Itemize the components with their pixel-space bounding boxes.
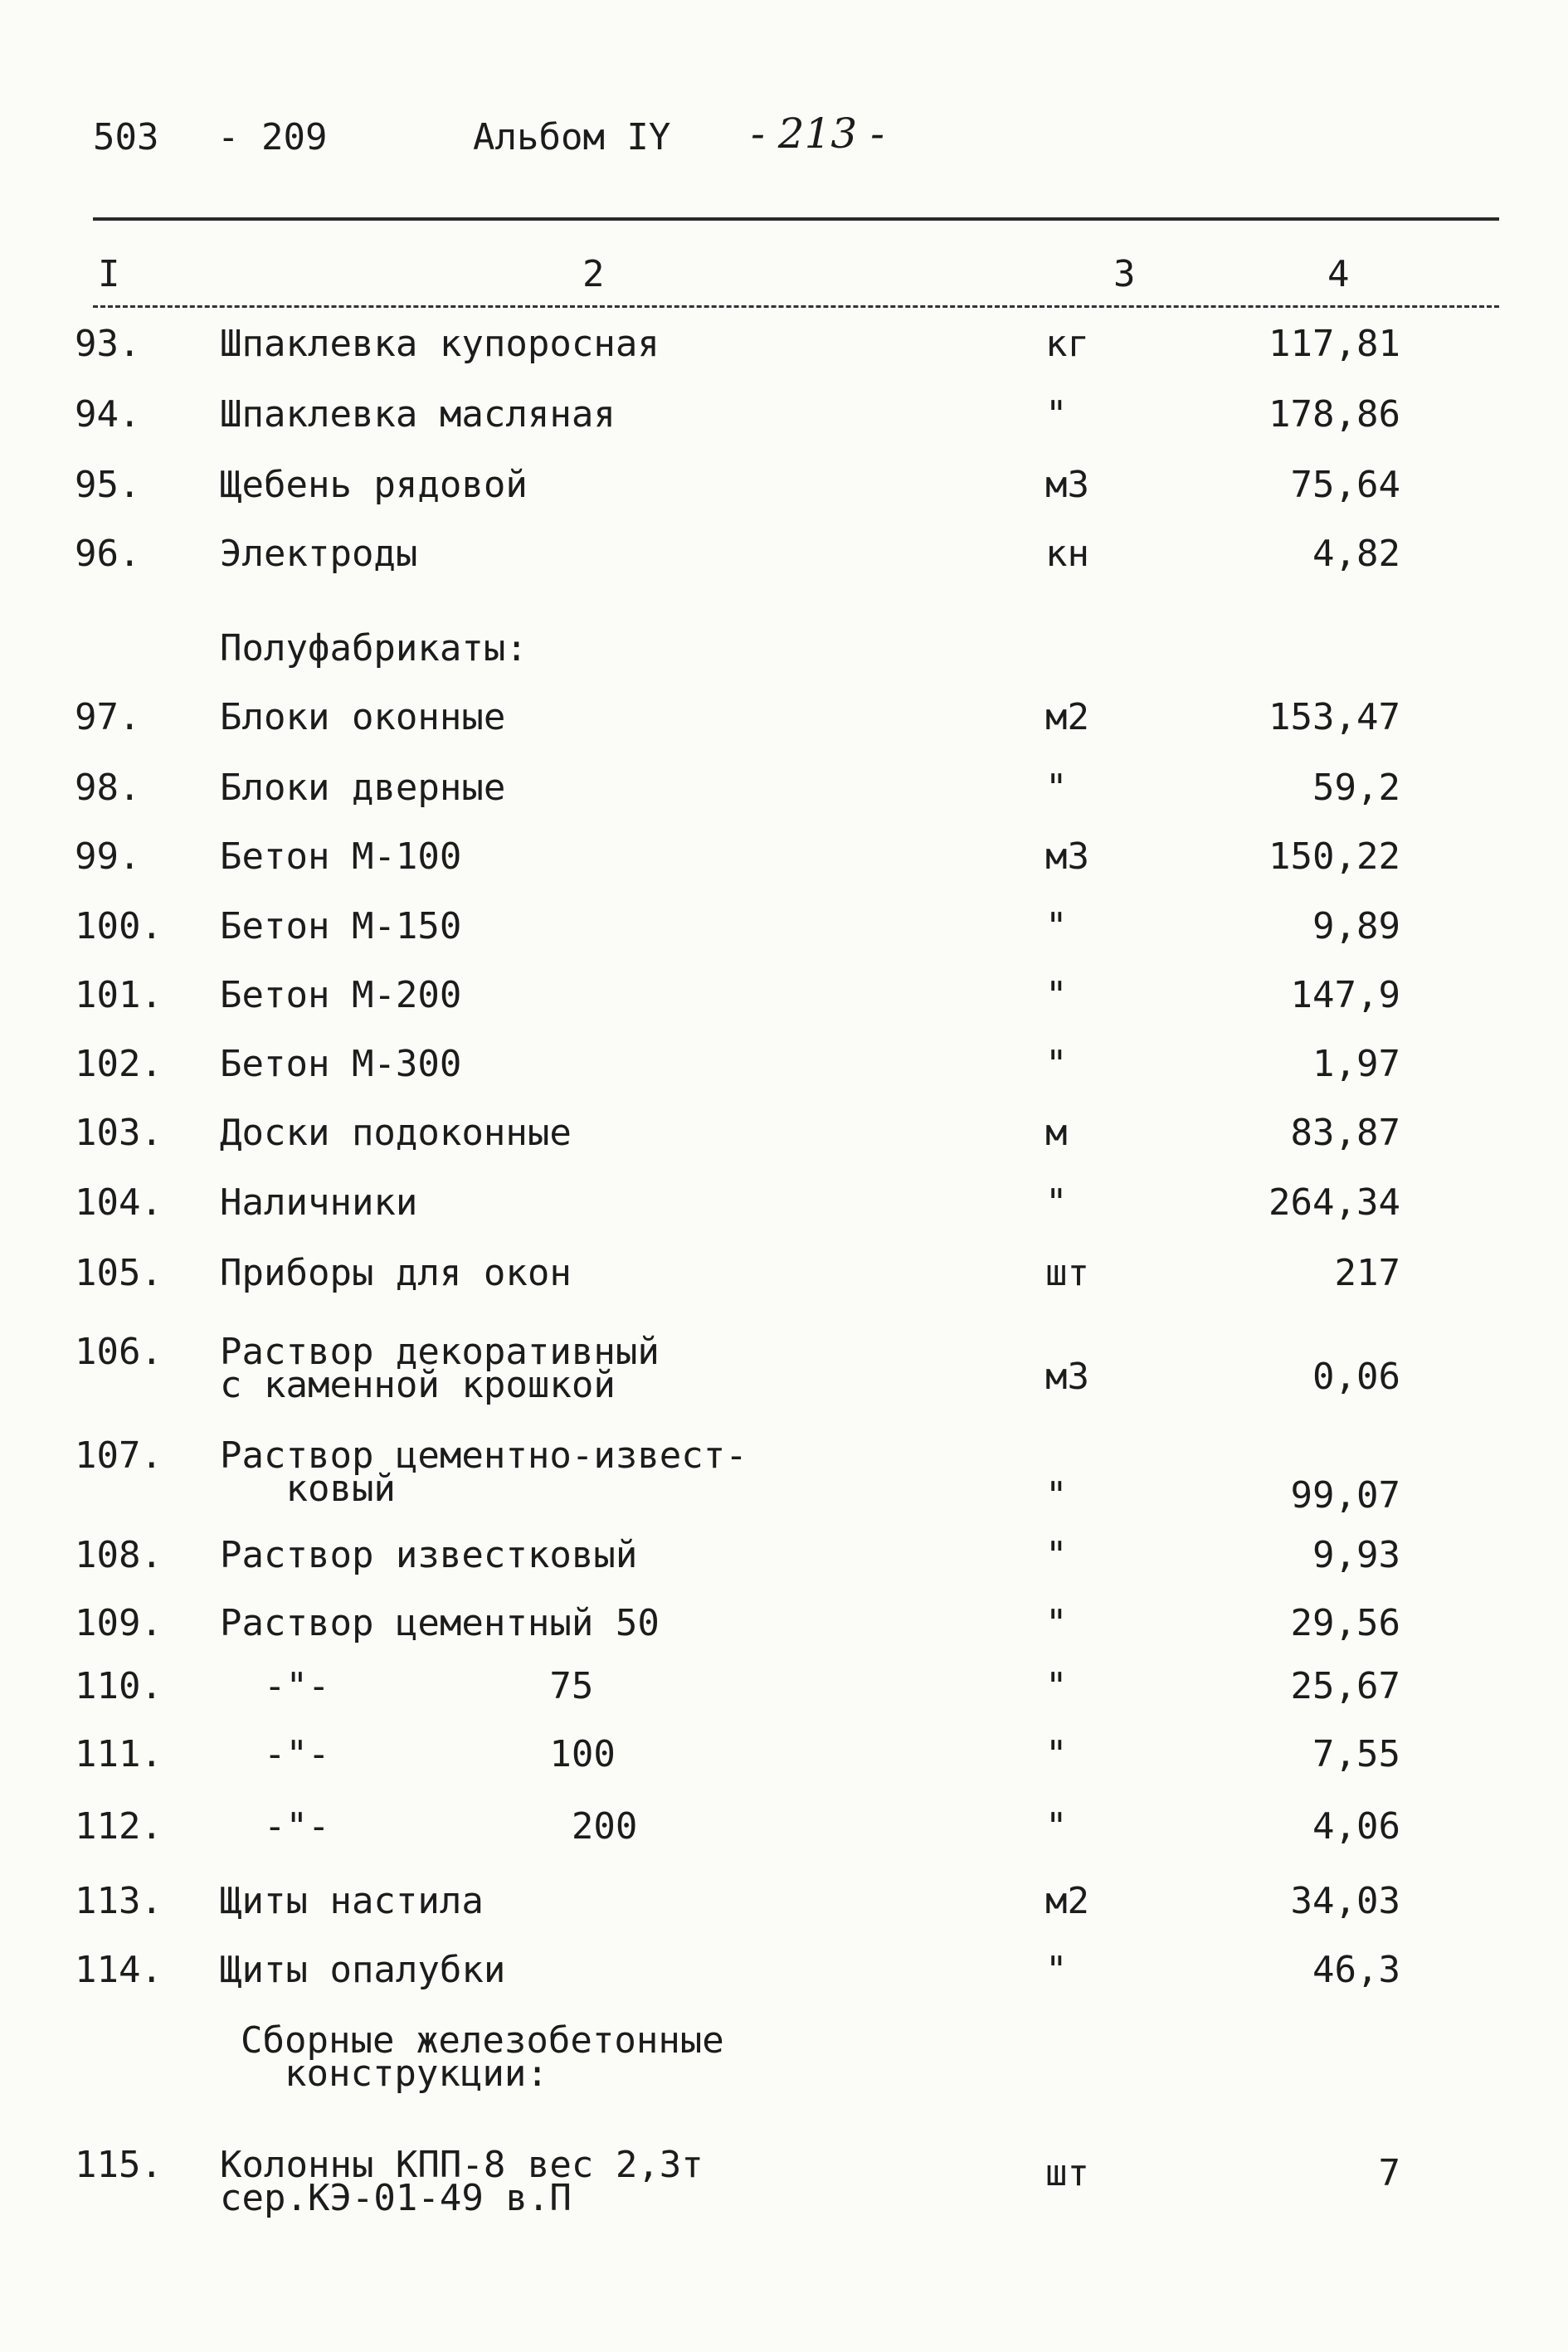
page-code: 503 <box>93 116 159 158</box>
unit: " <box>1045 1534 1068 1576</box>
item-name: Раствор цементный 50 <box>220 1602 660 1644</box>
unit: м3 <box>1045 464 1089 506</box>
unit: " <box>1045 974 1068 1016</box>
unit: " <box>1045 1181 1068 1224</box>
row-number: 96. <box>75 533 141 575</box>
row-number: 102. <box>75 1043 163 1085</box>
quantity: 99,07 <box>1290 1474 1400 1517</box>
quantity: 7,55 <box>1312 1733 1400 1775</box>
item-name: Щебень рядовой <box>220 464 528 506</box>
item-name: Бетон М-100 <box>220 835 462 878</box>
item-name: Раствор цементно-извест- ковый <box>220 1434 747 1510</box>
unit: " <box>1045 1733 1068 1775</box>
unit: шт <box>1045 2152 1089 2194</box>
quantity: 7 <box>1378 2152 1400 2194</box>
album-label: Альбом IY <box>473 116 671 158</box>
item-name: -"- 200 <box>220 1805 638 1848</box>
item-name: Блоки дверные <box>220 767 506 809</box>
item-name: -"- 100 <box>220 1733 616 1775</box>
item-name: Щиты опалубки <box>220 1949 506 1991</box>
quantity: 29,56 <box>1290 1602 1400 1644</box>
row-number: 106. <box>75 1331 163 1373</box>
item-name: Колонны КПП-8 вес 2,3т сер.КЭ-01-49 в.П <box>220 2144 704 2219</box>
section-heading-precast: Сборные железобетонные конструкции: <box>241 2019 724 2095</box>
column-header-3: 3 <box>1113 253 1136 295</box>
row-number: 112. <box>75 1805 163 1848</box>
row-number: 113. <box>75 1880 163 1922</box>
row-number: 110. <box>75 1665 163 1707</box>
item-name: Бетон М-300 <box>220 1043 462 1085</box>
row-number: 100. <box>75 905 163 947</box>
doc-number: - 209 <box>217 116 328 158</box>
item-name: Бетон М-150 <box>220 905 462 947</box>
item-name: Щиты настила <box>220 1880 484 1922</box>
row-number: 93. <box>75 323 141 365</box>
row-number: 94. <box>75 393 141 436</box>
unit: м2 <box>1045 1880 1089 1922</box>
unit: " <box>1045 393 1068 436</box>
item-name: Приборы для окон <box>220 1252 572 1294</box>
row-number: 109. <box>75 1602 163 1644</box>
unit: " <box>1045 1043 1068 1085</box>
top-rule <box>93 217 1499 221</box>
item-name: Раствор декоративный с каменной крошкой <box>220 1331 660 1406</box>
item-name: -"- 75 <box>220 1665 594 1707</box>
item-name: Раствор известковый <box>220 1534 638 1576</box>
quantity: 217 <box>1334 1252 1400 1294</box>
item-name: Шпаклевка купоросная <box>220 323 660 365</box>
page-number-handwritten: - 213 - <box>751 110 885 158</box>
quantity: 75,64 <box>1290 464 1400 506</box>
unit: " <box>1045 905 1068 947</box>
unit: м3 <box>1045 835 1089 878</box>
quantity: 46,3 <box>1312 1949 1400 1991</box>
column-header-4: 4 <box>1327 253 1350 295</box>
quantity: 4,82 <box>1312 533 1400 575</box>
quantity: 117,81 <box>1269 323 1400 365</box>
quantity: 9,93 <box>1312 1534 1400 1576</box>
unit: кн <box>1045 533 1089 575</box>
row-number: 105. <box>75 1252 163 1294</box>
row-number: 99. <box>75 835 141 878</box>
row-number: 107. <box>75 1434 163 1477</box>
row-number: 108. <box>75 1534 163 1576</box>
row-number: 101. <box>75 974 163 1016</box>
quantity: 59,2 <box>1312 767 1400 809</box>
quantity: 150,22 <box>1269 835 1400 878</box>
row-number: 98. <box>75 767 141 809</box>
quantity: 153,47 <box>1269 696 1400 738</box>
unit: м <box>1045 1112 1068 1154</box>
quantity: 1,97 <box>1312 1043 1400 1085</box>
item-name: Шпаклевка масляная <box>220 393 616 436</box>
quantity: 4,06 <box>1312 1805 1400 1848</box>
unit: " <box>1045 1805 1068 1848</box>
unit: " <box>1045 767 1068 809</box>
quantity: 25,67 <box>1290 1665 1400 1707</box>
unit: " <box>1045 1665 1068 1707</box>
item-name: Бетон М-200 <box>220 974 462 1016</box>
column-header-2: 2 <box>582 253 605 295</box>
column-header-1: I <box>98 253 120 295</box>
quantity: 178,86 <box>1269 393 1400 436</box>
row-number: 111. <box>75 1733 163 1775</box>
unit: шт <box>1045 1252 1089 1294</box>
unit: м3 <box>1045 1356 1089 1398</box>
row-number: 115. <box>75 2144 163 2186</box>
section-heading-semifinished: Полуфабрикаты: <box>220 627 528 670</box>
quantity: 264,34 <box>1269 1181 1400 1224</box>
quantity: 9,89 <box>1312 905 1400 947</box>
row-number: 97. <box>75 696 141 738</box>
column-header-rule <box>93 305 1499 308</box>
item-name: Блоки оконные <box>220 696 506 738</box>
unit: кг <box>1045 323 1089 365</box>
row-number: 104. <box>75 1181 163 1224</box>
item-name: Электроды <box>220 533 418 575</box>
row-number: 95. <box>75 464 141 506</box>
row-number: 103. <box>75 1112 163 1154</box>
quantity: 34,03 <box>1290 1880 1400 1922</box>
quantity: 147,9 <box>1290 974 1400 1016</box>
item-name: Доски подоконные <box>220 1112 572 1154</box>
unit: " <box>1045 1474 1068 1517</box>
item-name: Наличники <box>220 1181 418 1224</box>
quantity: 0,06 <box>1312 1356 1400 1398</box>
quantity: 83,87 <box>1290 1112 1400 1154</box>
unit: " <box>1045 1949 1068 1991</box>
unit: м2 <box>1045 696 1089 738</box>
row-number: 114. <box>75 1949 163 1991</box>
unit: " <box>1045 1602 1068 1644</box>
